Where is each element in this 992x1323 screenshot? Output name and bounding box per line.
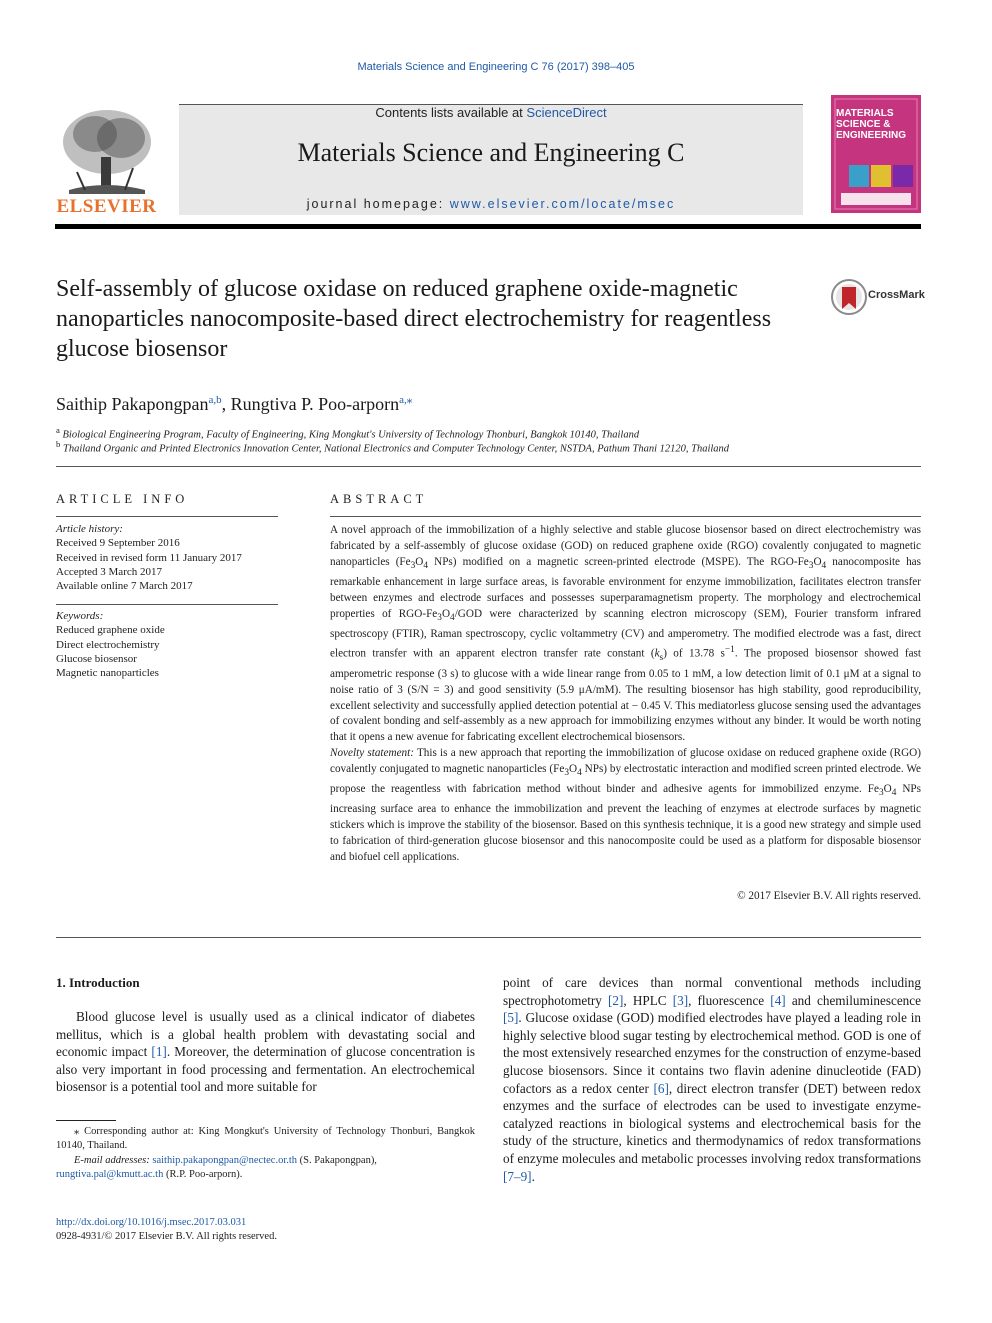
author-name[interactable]: Rungtiva P. Poo-arporn	[230, 394, 400, 414]
doi-link[interactable]: http://dx.doi.org/10.1016/j.msec.2017.03.031	[56, 1217, 247, 1228]
journal-name: Materials Science and Engineering C	[297, 138, 685, 167]
keyword-item[interactable]: Direct electrochemistry	[56, 638, 160, 651]
novelty-statement: Novelty statement: This is a new approach that reporting the immobilization of glucose oxidase on reduced graphene oxide (RGO) covalently conjugated to magnetic nanoparticles ($Fe_3O_4$ NPs) by electrostatic interaction and modified screen printed electrode. We propose the reagentless with fabrication method without binder and adhesive agents for immobilized enzyme. $Fe_3O_4$ NPs increasing surface area to enhance the immobilization and prevent the leaching of enzymes at electrode surfaces by magnetic stickers which is improve the stability of the biosensor. Based on this synthesis technique, it is a good new strategy and simple used to fabrication of third-generation glucose biosensor and this nanocomposite could be used as a platform for disposable biosensor and biofuel cell applications.	[330, 747, 921, 864]
history-revised: Received in revised form 11 January 2017	[56, 551, 242, 564]
citation-link[interactable]: [1]	[151, 1044, 167, 1060]
keywords-block	[56, 609, 278, 680]
contents-line	[179, 105, 803, 120]
cover-title: MATERIALS SCIENCE & ENGINEERING	[836, 108, 907, 141]
history-label: Article history:	[56, 523, 123, 535]
keyword-item[interactable]: Magnetic nanoparticles	[56, 667, 159, 680]
issn-line: 0928-4931/© 2017 Elsevier B.V. All rights reserved.	[56, 1231, 277, 1243]
author-name[interactable]: Saithip Pakapongpan	[56, 394, 209, 414]
homepage-prefix: journal homepage:	[306, 197, 450, 211]
email-addresses: E-mail addresses: saithip.pakapongpan@nectec.or.th (S. Pakapongpan),	[74, 1154, 377, 1166]
author-list	[56, 393, 412, 415]
article-info-divider	[56, 516, 278, 517]
crossmark-label[interactable]: CrossMark	[868, 289, 925, 301]
intro-paragraph: Blood glucose level is usually used as a clinical indicator of diabetes mellitus, which is a global health problem with devastating social and economic impact [1]. Moreover, the determination of glucose concentration is also very important in food processing and fermentation. An electrochemical biosensor is a potential tool and more suitable for	[56, 1009, 475, 1095]
citation-link[interactable]: [2]	[608, 992, 624, 1008]
corresponding-author-note: ⁎ Corresponding author at: King Mongkut's University of Technology Thonburi, Bangkok 10140, Thailand.	[56, 1126, 475, 1152]
section-heading-introduction: 1. Introduction	[56, 975, 140, 990]
author-affiliation-marker[interactable]: a,b	[208, 394, 222, 406]
footnote-divider	[56, 1120, 116, 1121]
abstract-copyright: © 2017 Elsevier B.V. All rights reserved.	[737, 890, 921, 902]
header-divider	[55, 224, 921, 229]
publisher-wordmark: ELSEVIER	[56, 196, 157, 217]
keywords-divider	[56, 604, 278, 605]
email-addresses-cont: rungtiva.pal@kmutt.ac.th (R.P. Poo-arporn).	[56, 1168, 243, 1180]
abstract-end-divider	[56, 937, 921, 938]
abstract-paragraph: A novel approach of the immobilization of a highly selective and stable glucose biosensor based on direct electrochemistry was fabricated by a self-assembly of glucose oxidase (GOD) on reduced graphene oxide (RGO) covalently conjugated to magnetic nanoparticles ($Fe_3O_4$ NPs) modified on a magnetic screen-printed electrode (MSPE). The RGO-$Fe_3O_4$ nanocomposite has remarkable enhancement in large surface areas, is favorable environment for enzyme immobilization, facilitates electron transfer between enzymes and electrode surfaces and possesses superparamagnetism property. The morphology and electrochemical properties of RGO-$Fe_3O_4$/GOD were characterized by scanning electron microscopy (SEM), Fourier transform infrared spectroscopy (FTIR), Raman spectroscopy, cyclic voltammetry (CV) and amperometry. The modified electrode was a fast, direct electron transfer with an apparent electron transfer rate constant $(k_s)$ of 13.78 $s^{-1}$. The proposed biosensor showed fast amperometric response (3 s) to glucose with a wide linear range from 0.05 to 1 mM, a low detection limit of 0.1 μM at a signal to noise ratio of 3 (S/N = 3) and good sensitivity (5.9 μA/mM). The resulting biosensor has high stability, good reproducibility, excellent selectivity and successfully applied detection potential at − 0.45 V. This mediatorless glucose sensing used the advantages of covalent bonding and self-assembly as a new approach for immobilizing enzymes without any binder. It would be worth noting that it opens a new avenue for fabricating excellent electrochemical biosensors.	[330, 524, 921, 744]
footnote-block	[56, 1125, 475, 1182]
email-link[interactable]: saithip.pakapongpan@nectec.or.th	[152, 1154, 298, 1166]
author-affiliation-marker[interactable]: a,⁎	[399, 394, 413, 406]
crossmark-icon[interactable]	[831, 279, 867, 315]
citation-link[interactable]: [3]	[672, 992, 689, 1008]
email-link[interactable]: rungtiva.pal@kmutt.ac.th	[56, 1168, 164, 1180]
history-accepted: Accepted 3 March 2017	[56, 565, 162, 578]
doi-block	[56, 1216, 277, 1245]
abstract-divider	[330, 516, 921, 517]
abstract-body	[330, 523, 921, 866]
abstract-heading: ABSTRACT	[330, 492, 428, 506]
article-title: Self-assembly of glucose oxidase on reduced graphene oxide-magnetic nanoparticles nanocomposite-based direct electrochemistry for reagentless glucose biosensor	[56, 276, 772, 362]
affiliation-b	[56, 439, 729, 455]
intro-left-column	[56, 1008, 475, 1096]
homepage-link[interactable]: www.elsevier.com/locate/msec	[449, 197, 676, 211]
intro-paragraph: point of care devices than normal conventional methods including spectrophotometry [2], HPLC [3], fluorescence [4] and chemiluminescence [5]. Glucose oxidase (GOD) modified electrodes have played a leading role in highly selective blood sugar testing by electrochemical method. GOD is one of the most extensively researched enzymes for the construction of enzyme-based glucose biosensors. Since it contains two flavin adenine dinucleotide (FAD) cofactors as a redox center [6], direct electron transfer (DET) between redox enzymes and the surface of electrodes can be used to investigate enzyme-catalyzed reactions in biological systems and electrochemical basis for the study of the structure, kinetics and thermodynamics of redox transformations of enzyme molecules and metabolic processes involving redox transformations [7–9].	[503, 975, 921, 1184]
history-received: Received 9 September 2016	[56, 537, 180, 550]
citation-link[interactable]: [7–9]	[503, 1168, 532, 1184]
intro-right-column	[503, 974, 921, 1185]
journal-citation[interactable]: Materials Science and Engineering C 76 (2017) 398–405	[357, 61, 635, 73]
article-history	[56, 522, 278, 593]
title-divider	[56, 466, 921, 467]
novelty-label: Novelty statement:	[330, 747, 414, 760]
article-info-heading: ARTICLE INFO	[56, 492, 189, 506]
journal-homepage	[179, 197, 803, 211]
sciencedirect-link[interactable]: ScienceDirect	[526, 105, 607, 120]
citation-link[interactable]: [4]	[770, 992, 786, 1008]
keyword-item[interactable]: Reduced graphene oxide	[56, 624, 165, 637]
keywords-label: Keywords:	[56, 610, 104, 622]
history-online: Available online 7 March 2017	[56, 580, 193, 593]
citation-link[interactable]: [5]	[503, 1010, 519, 1026]
citation-link[interactable]: [6]	[653, 1080, 669, 1096]
affiliation-marker: a	[56, 425, 60, 435]
affiliation-text: Thailand Organic and Printed Electronics Innovation Center, National Electronics and Computer Technology Center, NSTDA, Pathum Thani 12120, Thailand	[63, 443, 730, 455]
author-separator: ,	[221, 394, 231, 414]
affiliation-marker: b	[56, 439, 61, 449]
keyword-item[interactable]: Glucose biosensor	[56, 652, 137, 665]
contents-prefix: Contents lists available at	[375, 105, 527, 120]
affiliation-text: Biological Engineering Program, Faculty of Engineering, King Mongkut's University of Technology Thonburi, Bangkok 10140, Thailand	[62, 429, 640, 441]
